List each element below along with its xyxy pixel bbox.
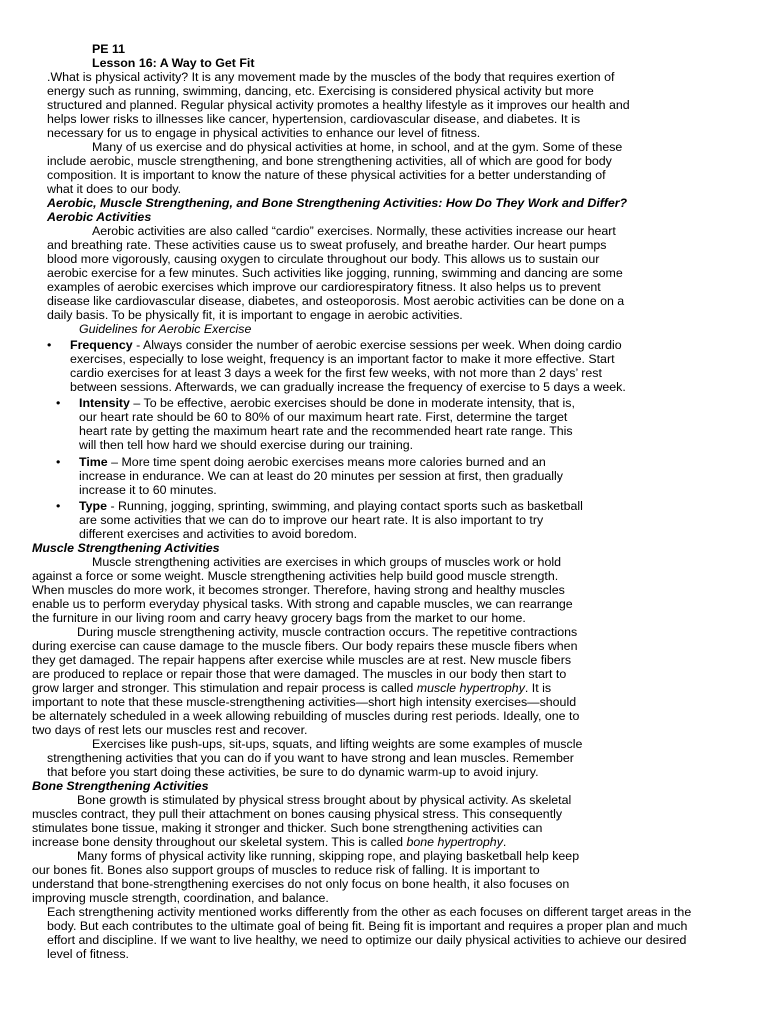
muscle-line: enable us to perform everyday physical tasks. With strong and capable muscles, we can rearrange	[32, 597, 573, 611]
aerobic-line: blood more vigorously, causing oxygen to circulate throughout our body. This allows us to sustain our	[47, 252, 600, 266]
guideline-text: - Running, jogging, sprinting, swimming, and playing contact sports such as basketball	[107, 499, 583, 513]
guideline-text: – To be effective, aerobic exercises should be done in moderate intensity, that is,	[129, 396, 575, 410]
intro-line: Many of us exercise and do physical activities at home, in school, and at the gym. Some of these	[92, 140, 623, 154]
bullet-icon: •	[47, 338, 52, 352]
bone-line: Bone growth is stimulated by physical stress brought about by physical activity. As skeletal	[77, 793, 572, 807]
conclusion-line: Each strengthening activity mentioned works differently from the other as each focuses on different target areas in the	[47, 905, 692, 919]
conclusion-line: body. But each contributes to the ultimate goal of being fit. Being fit is important and requires a proper plan and much	[47, 919, 688, 933]
bone-text: increase bone density throughout our skeletal system. This is called	[32, 835, 407, 849]
aerobic-line: examples of aerobic exercises which improve our cardiorespiratory fitness. It also helps us to prevent	[47, 280, 601, 294]
aerobic-line: disease like cardiovascular disease, diabetes, and osteoporosis. Most aerobic activities can be done on a	[47, 294, 625, 308]
muscle-line: Exercises like push-ups, sit-ups, squats, and lifting weights are some examples of muscle	[92, 737, 583, 751]
intro-line: energy such as running, swimming, dancing, etc. Exercising is considered physical activity but more	[47, 84, 594, 98]
term-bone-hypertrophy: bone hypertrophy	[406, 835, 503, 849]
intro-line: composition. It is important to know the nature of these physical activities for a better understanding of	[47, 168, 606, 182]
muscle-line: be alternately scheduled in a week allowing rebuilding of muscles during rest periods. Ideally, one to	[32, 709, 580, 723]
muscle-line	[32, 682, 551, 696]
guideline-frequency	[70, 339, 622, 353]
conclusion-line: level of fitness.	[47, 947, 129, 961]
conclusion-line: effort and discipline. If we want to live healthy, we need to optimize our daily physical activities to achieve our desired	[47, 933, 687, 947]
guideline-line: different exercises and activities to avoid boredom.	[79, 527, 358, 541]
muscle-line: When muscles do more work, it becomes stronger. Therefore, having strong and healthy muscles	[32, 583, 565, 597]
muscle-line: Muscle strengthening activities are exercises in which groups of muscles work or hold	[92, 555, 561, 569]
bone-line	[32, 836, 506, 850]
muscle-line: the furniture in our living room and carry heavy grocery bags from the market to our home.	[32, 611, 526, 625]
bullet-icon: •	[56, 455, 61, 469]
guideline-line: cardio exercises for at least 3 days a week for the first few weeks, with not more than 2 days’ rest	[70, 366, 602, 380]
bone-text: .	[502, 835, 507, 849]
muscle-line: strengthening activities that you can do if you want to have strong and lean muscles. Remember	[47, 751, 574, 765]
aerobic-heading: Aerobic Activities	[47, 210, 152, 224]
guideline-text: - Always consider the number of aerobic exercise sessions per week. When doing cardio	[132, 338, 622, 352]
bone-line: understand that bone-strengthening exercises do not only focus on bone health, it also focuses on	[32, 877, 570, 891]
muscle-text: . It is	[524, 681, 552, 695]
guideline-text: – More time spent doing aerobic exercises means more calories burned and an	[107, 455, 546, 469]
guideline-line: increase in endurance. We can at least do 20 minutes per session at first, then gradually	[79, 469, 563, 483]
aerobic-line: aerobic exercise for a few minutes. Such activities like jogging, running, swimming and dancing are some	[47, 266, 623, 280]
muscle-line: they get damaged. The repair happens after exercise while muscles are at rest. New muscle fibers	[32, 653, 572, 667]
guideline-line: heart rate by getting the maximum heart rate and the recommended heart rate range. This	[79, 424, 573, 438]
bone-line: improving muscle strength, coordination, and balance.	[32, 891, 329, 905]
intro-line: helps lower risks to illnesses like cancer, hypertension, cardiovascular disease, and diabetes. It is	[47, 112, 581, 126]
muscle-line: against a force or some weight. Muscle strengthening activities help build good muscle strength.	[32, 569, 559, 583]
term-muscle-hypertrophy: muscle hypertrophy	[416, 681, 525, 695]
guideline-line: exercises, especially to lose weight, frequency is an important factor to make it more effective. Start	[70, 352, 615, 366]
course-code: PE 11	[92, 42, 126, 56]
guideline-line: between sessions. Afterwards, we can gradually increase the frequency of exercise to 5 days a week.	[70, 380, 626, 394]
bone-line: Many forms of physical activity like running, skipping rope, and playing basketball help keep	[77, 849, 580, 863]
guideline-intensity	[79, 397, 575, 411]
muscle-line: are produced to replace or repair those that were damaged. The muscles in our body then start to	[32, 667, 567, 681]
bullet-icon: •	[56, 499, 61, 513]
muscle-line: during exercise can cause damage to the muscle fibers. Our body repairs these muscle fibers when	[32, 639, 578, 653]
guideline-line: are some activities that we can do to improve our heart rate. It is also important to try	[79, 513, 544, 527]
bone-line: stimulates bone tissue, making it stronger and thicker. Such bone strengthening activities can	[32, 821, 543, 835]
aerobic-line: daily basis. To be physically fit, it is important to engage in aerobic activities.	[47, 308, 463, 322]
guideline-term: Time	[79, 455, 108, 469]
guideline-line: increase it to 60 minutes.	[79, 483, 217, 497]
intro-line: .What is physical activity? It is any movement made by the muscles of the body that requires exertion of	[47, 70, 615, 84]
muscle-line: During muscle strengthening activity, muscle contraction occurs. The repetitive contractions	[77, 625, 578, 639]
bone-heading: Bone Strengthening Activities	[32, 779, 209, 793]
intro-line: include aerobic, muscle strengthening, and bone strengthening activities, all of which are good for body	[47, 154, 612, 168]
guideline-time	[79, 456, 546, 470]
intro-line: necessary for us to engage in physical activities to enhance our level of fitness.	[47, 126, 481, 140]
bone-line: our bones fit. Bones also support groups of muscles to reduce risk of falling. It is important to	[32, 863, 540, 877]
aerobic-line: and breathing rate. These activities cause us to sweat profusely, and breathe harder. Our heart pumps	[47, 238, 607, 252]
guideline-line: will then tell how hard we should exercise during our training.	[79, 438, 414, 452]
bullet-icon: •	[56, 396, 61, 410]
bone-line: muscles contract, they pull their attachment on bones causing physical stress. This consequently	[32, 807, 563, 821]
guideline-line: our heart rate should be 60 to 80% of our maximum heart rate. First, determine the target	[79, 410, 568, 424]
section-heading: Aerobic, Muscle Strengthening, and Bone Strengthening Activities: How Do They Work and Differ?	[47, 196, 628, 210]
muscle-line: two days of rest lets our muscles rest and recover.	[32, 723, 308, 737]
intro-line: structured and planned. Regular physical activity promotes a healthy lifestyle as it improves our health and	[47, 98, 630, 112]
guideline-term: Intensity	[79, 396, 130, 410]
muscle-line: that before you start doing these activities, be sure to do dynamic warm-up to avoid injury.	[47, 765, 539, 779]
guideline-type	[79, 500, 583, 514]
muscle-text: grow larger and stronger. This stimulation and repair process is called	[32, 681, 417, 695]
lesson-title: Lesson 16: A Way to Get Fit	[92, 56, 255, 70]
muscle-line: important to note that these muscle-strengthening activities—short high intensity exercises—should	[32, 695, 577, 709]
aerobic-line: Aerobic activities are also called “cardio” exercises. Normally, these activities increase our heart	[92, 224, 616, 238]
intro-line: what it does to our body.	[47, 182, 182, 196]
guidelines-heading: Guidelines for Aerobic Exercise	[79, 322, 252, 336]
guideline-term: Frequency	[70, 338, 133, 352]
guideline-term: Type	[79, 499, 107, 513]
muscle-heading: Muscle Strengthening Activities	[32, 541, 220, 555]
